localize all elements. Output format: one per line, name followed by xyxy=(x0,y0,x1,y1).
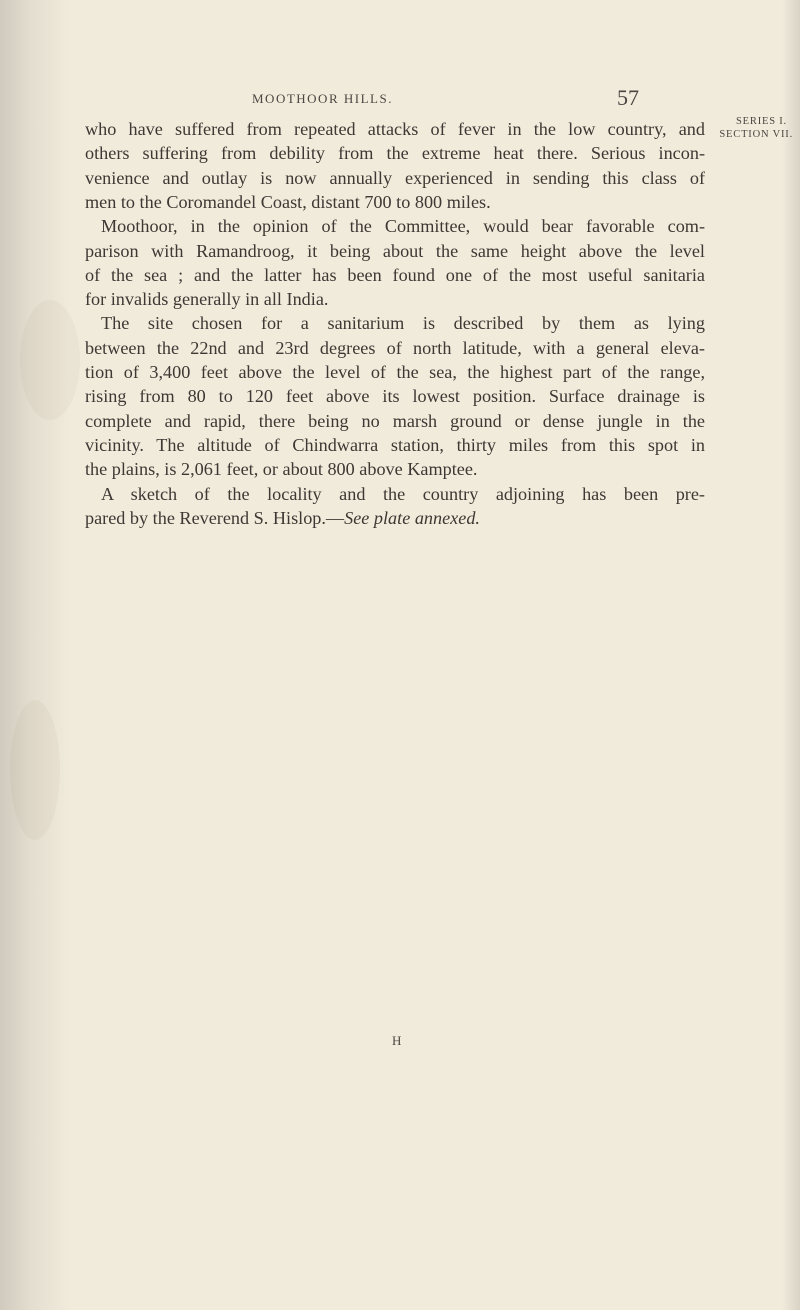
text-line: complete and rapid, there being no marsh ground or dense jungle in the xyxy=(85,410,705,431)
paper-stain xyxy=(20,300,80,420)
text-line: others suffering from debility from the extreme heat there. Serious incon- xyxy=(85,143,705,163)
text-line: the plains, is 2,061 feet, or about 800 above Kamptee. xyxy=(85,459,478,480)
text-line: of the sea ; and the latter has been found one of the most useful sanitaria xyxy=(85,264,705,285)
text-line: who have suffered from repeated attacks of fever in the low country, and xyxy=(85,119,705,139)
running-head xyxy=(0,85,800,111)
text-line: parison with Ramandroog, it being about the same height above the level xyxy=(85,240,705,261)
signature-mark: H xyxy=(392,1033,402,1048)
text-line: for invalids generally in all India. xyxy=(85,289,329,310)
page-number: 57 xyxy=(617,85,639,110)
margin-note xyxy=(711,115,793,141)
text-line: between the 22nd and 23rd degrees of north latitude, with a general eleva- xyxy=(85,337,705,358)
text-line: vicinity. The altitude of Chindwarra station, thirty miles from this spot in xyxy=(85,434,705,455)
text-line: rising from 80 to 120 feet above its lowest position. Surface drainage is xyxy=(85,386,705,407)
text-line: Moothoor, in the opinion of the Committee, would bear favorable com- xyxy=(101,216,705,237)
text-line: pared by the Reverend S. Hislop.— xyxy=(85,507,345,528)
text-line: men to the Coromandel Coast, distant 700 to 800 miles. xyxy=(85,191,491,212)
paper-stain xyxy=(10,700,60,840)
text-line: The site chosen for a sanitarium is described by them as lying xyxy=(101,313,705,334)
margin-series: SERIES I. xyxy=(736,116,787,127)
plate-reference: See plate annexed. xyxy=(344,507,480,528)
running-title: MOOTHOOR HILLS. xyxy=(252,91,393,106)
text-line-last xyxy=(85,506,480,530)
text-line: tion of 3,400 feet above the level of the sea, the highest part of the range, xyxy=(85,362,705,382)
margin-section: SECTION VII. xyxy=(719,129,793,140)
text-line: A sketch of the locality and the country adjoining has been pre- xyxy=(101,483,705,504)
text-line: venience and outlay is now annually experienced in sending this class of xyxy=(85,167,705,188)
